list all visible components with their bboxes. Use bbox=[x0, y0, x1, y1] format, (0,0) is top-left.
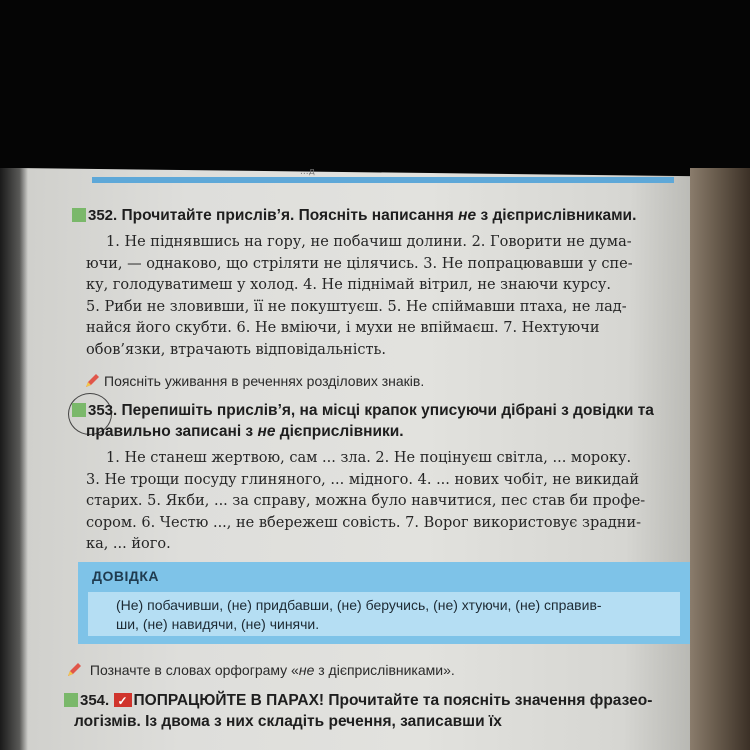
pair-work-badge: ПОПРАЦЮЙТЕ В ПАРАХ! bbox=[133, 692, 325, 709]
note-punctuation bbox=[84, 373, 424, 389]
reference-title: ДОВІДКА bbox=[92, 568, 159, 584]
note-orthogram bbox=[66, 662, 455, 678]
reference-text bbox=[116, 596, 672, 634]
task-354 bbox=[64, 690, 704, 732]
task-number: 354. bbox=[80, 692, 110, 709]
text-line: обов’язки, втрачають відповідальність. bbox=[86, 341, 387, 358]
text-line: 3. Не трощи посуду глиняного, ... мідного. 4. ... нових чобіт, не викидай bbox=[86, 471, 640, 488]
text-line: найся його скубти. 6. Не вміючи, і мухи не впіймаєш. 7. Нехтуючи bbox=[86, 320, 600, 336]
pair-work-icon bbox=[114, 693, 132, 707]
note-em: не bbox=[298, 662, 315, 678]
task-352-body bbox=[72, 232, 682, 361]
green-marker-icon bbox=[64, 693, 78, 707]
text-line: сором. 6. Честю ..., не вбережеш совість. 7. Ворог використовує зрадни- bbox=[86, 514, 642, 531]
reference-box bbox=[78, 562, 690, 644]
green-marker-icon bbox=[72, 403, 86, 417]
task-number: 353. bbox=[88, 402, 118, 419]
heading-text: Перепишіть прислів’я, на місці крапок уписуючи дібрані з довідки та bbox=[121, 402, 654, 419]
note-text: Поясніть уживання в реченнях розділових знаків. bbox=[104, 373, 425, 389]
heading-text: Прочитайте прислів’я. Поясніть написання bbox=[121, 207, 459, 224]
heading-text-end: з дієприслівниками. bbox=[476, 207, 637, 224]
heading-em: не bbox=[458, 207, 477, 224]
note-text: Позначте в словах орфограму « bbox=[89, 662, 299, 678]
green-marker-icon bbox=[72, 208, 86, 222]
task-354-heading-2: логізмів. Із двома з них складіть речення, записавши їх bbox=[74, 713, 502, 730]
page-shadow bbox=[0, 168, 28, 750]
reference-content bbox=[88, 592, 680, 636]
text-line: ку, голодуватимеш у холод. 4. Не піднімай вітрил, не знаючи курсу. bbox=[86, 277, 612, 293]
text-line: 1. Не піднявшись на гору, не побачиш долини. 2. Говорити не дума- bbox=[106, 234, 632, 250]
heading-text: правильно записані з bbox=[86, 423, 258, 440]
cut-off-text: ...д bbox=[300, 168, 315, 176]
text-line: ючи, — однаково, що стріляти не цілячись. 3. Не попрацювавши у спе- bbox=[86, 255, 633, 272]
text-line: 5. Риби не зловивши, її не покуштуєш. 5. Не спіймавши птаха, не лад- bbox=[86, 298, 627, 315]
pencil-icon bbox=[66, 662, 82, 678]
task-354-heading bbox=[64, 690, 704, 711]
reference-line: ши, (не) навидячи, (не) чинячи. bbox=[116, 616, 320, 632]
task-353-body bbox=[72, 448, 692, 556]
note-text-end: з дієприслівниками». bbox=[314, 662, 455, 678]
task-352-heading bbox=[72, 205, 682, 226]
page-edge bbox=[690, 168, 750, 750]
task-353-heading-2 bbox=[72, 421, 692, 442]
text-line: 1. Не станеш жертвою, сам ... зла. 2. Не поцінуєш світла, ... мороку. bbox=[106, 450, 632, 466]
heading-em: не bbox=[257, 423, 276, 440]
heading-text-end: дієприслівники. bbox=[275, 423, 404, 440]
task-352 bbox=[72, 205, 682, 361]
task-353-heading bbox=[72, 400, 692, 421]
heading-text: Прочитайте та поясніть значення фразео- bbox=[324, 692, 653, 709]
text-line: ка, ... його. bbox=[86, 536, 171, 552]
top-divider bbox=[92, 177, 674, 183]
pencil-icon bbox=[84, 373, 100, 389]
task-number: 352. bbox=[88, 207, 118, 224]
task-353 bbox=[72, 400, 692, 556]
reference-line: (Не) побачивши, (не) придбавши, (не) беручись, (не) хтуючи, (не) справив- bbox=[116, 597, 602, 613]
text-line: старих. 5. Якби, ... за справу, можна було навчитися, пес став би профе- bbox=[86, 493, 646, 509]
